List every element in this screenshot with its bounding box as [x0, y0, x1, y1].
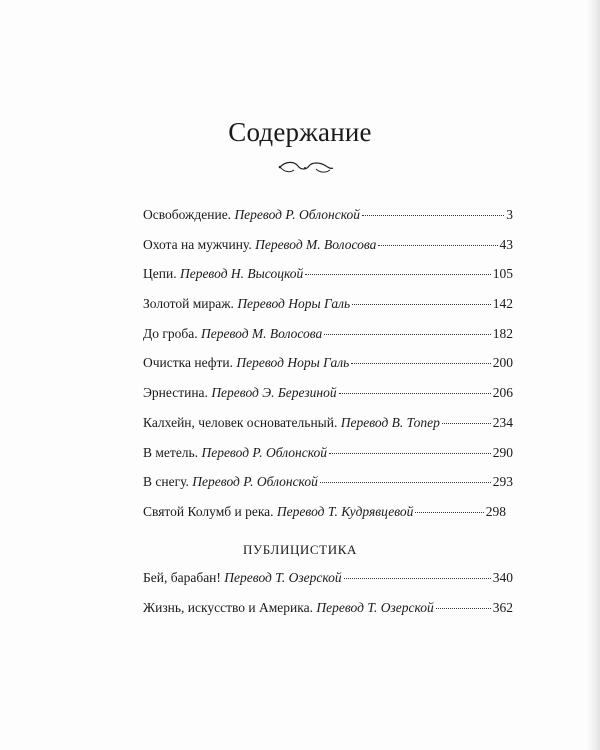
entry-translator: Перевод Т. Озерской [224, 570, 342, 585]
entry-page-number: 298 [485, 503, 506, 519]
dot-leader [415, 512, 483, 513]
entry-title-group [143, 438, 327, 468]
entry-page-number: 206 [492, 385, 513, 401]
toc-entry[interactable] [143, 348, 513, 378]
entry-page-number: 43 [499, 236, 513, 252]
entry-translator: Перевод Р. Облонской [234, 207, 361, 222]
entry-translator: Перевод Норы Галь [236, 355, 350, 371]
toc-entry[interactable] [143, 467, 513, 497]
entry-title-group [143, 348, 349, 378]
entry-translator: Перевод Э. Березиной [211, 385, 337, 401]
entry-title-group [143, 593, 434, 623]
dot-leader [352, 304, 491, 305]
entry-title: Эрнестина. [143, 385, 208, 401]
toc-entry[interactable] [143, 289, 513, 319]
entry-title: Цепи. [143, 266, 177, 282]
section-heading: ПУБЛИЦИСТИКА [243, 542, 357, 557]
toc-entry[interactable] [143, 319, 513, 349]
entry-title: Очистка нефти. [143, 355, 234, 371]
toc-entry[interactable] [143, 408, 513, 438]
entry-translator: Перевод Н. Высоцкой [179, 266, 304, 282]
entry-title: Освобождение. [143, 207, 232, 222]
entry-title-group [143, 563, 342, 593]
entry-title-group [143, 200, 360, 230]
toc-entry[interactable] [143, 497, 506, 527]
entry-title-group [143, 467, 318, 497]
entry-translator: Перевод Т. Кудрявцевой [276, 503, 414, 519]
table-of-contents [143, 200, 513, 527]
toc-entry[interactable] [143, 563, 513, 593]
entry-title: Золотой мираж. [143, 296, 234, 312]
toc-entry[interactable] [143, 200, 513, 230]
entry-title: Святой Колумб и река. [143, 503, 274, 519]
entry-title: До гроба. [143, 325, 198, 341]
entry-title: В снегу. [143, 474, 189, 490]
entry-title-group [143, 378, 337, 408]
dot-leader [436, 608, 491, 609]
dot-leader [378, 245, 497, 246]
entry-page-number: 105 [492, 266, 513, 282]
page-edge-shadow [586, 0, 600, 750]
entry-title: Бей, барабан! [143, 570, 221, 585]
entry-title-group [143, 319, 322, 349]
page-title: Содержание [228, 117, 372, 147]
dot-leader [362, 215, 504, 216]
entry-page-number: 142 [492, 296, 513, 312]
dot-leader [305, 274, 491, 275]
entry-translator: Перевод М. Волосова [200, 325, 323, 341]
entry-title-group [143, 497, 413, 527]
toc-entry[interactable] [143, 593, 513, 623]
publicistics-contents [143, 563, 513, 622]
dot-leader [344, 578, 491, 579]
dot-leader [339, 393, 491, 394]
dot-leader [442, 423, 491, 424]
dot-leader [324, 334, 490, 335]
entry-title: Жизнь, искусство и Америка. [143, 599, 313, 615]
entry-title: Калхейн, человек основательный. [143, 414, 338, 430]
entry-translator: Перевод Норы Галь [237, 296, 351, 312]
toc-entry[interactable] [143, 378, 513, 408]
dot-leader [329, 453, 491, 454]
entry-title: Охота на мужчину. [143, 236, 252, 252]
entry-page-number: 182 [492, 325, 513, 341]
dot-leader [351, 363, 491, 364]
entry-translator: Перевод Р. Облонской [201, 444, 328, 460]
entry-page-number: 293 [492, 474, 513, 490]
entry-translator: Перевод М. Волосова [255, 236, 377, 252]
toc-entry[interactable] [143, 438, 513, 468]
decorative-flourish-icon [276, 157, 334, 177]
entry-title-group [143, 408, 440, 438]
entry-translator: Перевод В. Топер [340, 414, 440, 430]
entry-translator: Перевод Т. Озерской [316, 599, 434, 615]
entry-page-number: 362 [492, 599, 513, 615]
entry-page-number: 3 [506, 207, 513, 222]
entry-title: В метель. [143, 444, 199, 460]
entry-page-number: 200 [492, 355, 513, 371]
toc-entry[interactable] [143, 259, 513, 289]
entry-title-group [143, 259, 303, 289]
dot-leader [320, 482, 491, 483]
entry-page-number: 340 [492, 570, 513, 585]
entry-title-group [143, 230, 376, 260]
toc-entry[interactable] [143, 230, 513, 260]
entry-page-number: 290 [492, 444, 513, 460]
entry-page-number: 234 [492, 414, 513, 430]
entry-title-group [143, 289, 350, 319]
entry-translator: Перевод Р. Облонской [192, 474, 318, 490]
